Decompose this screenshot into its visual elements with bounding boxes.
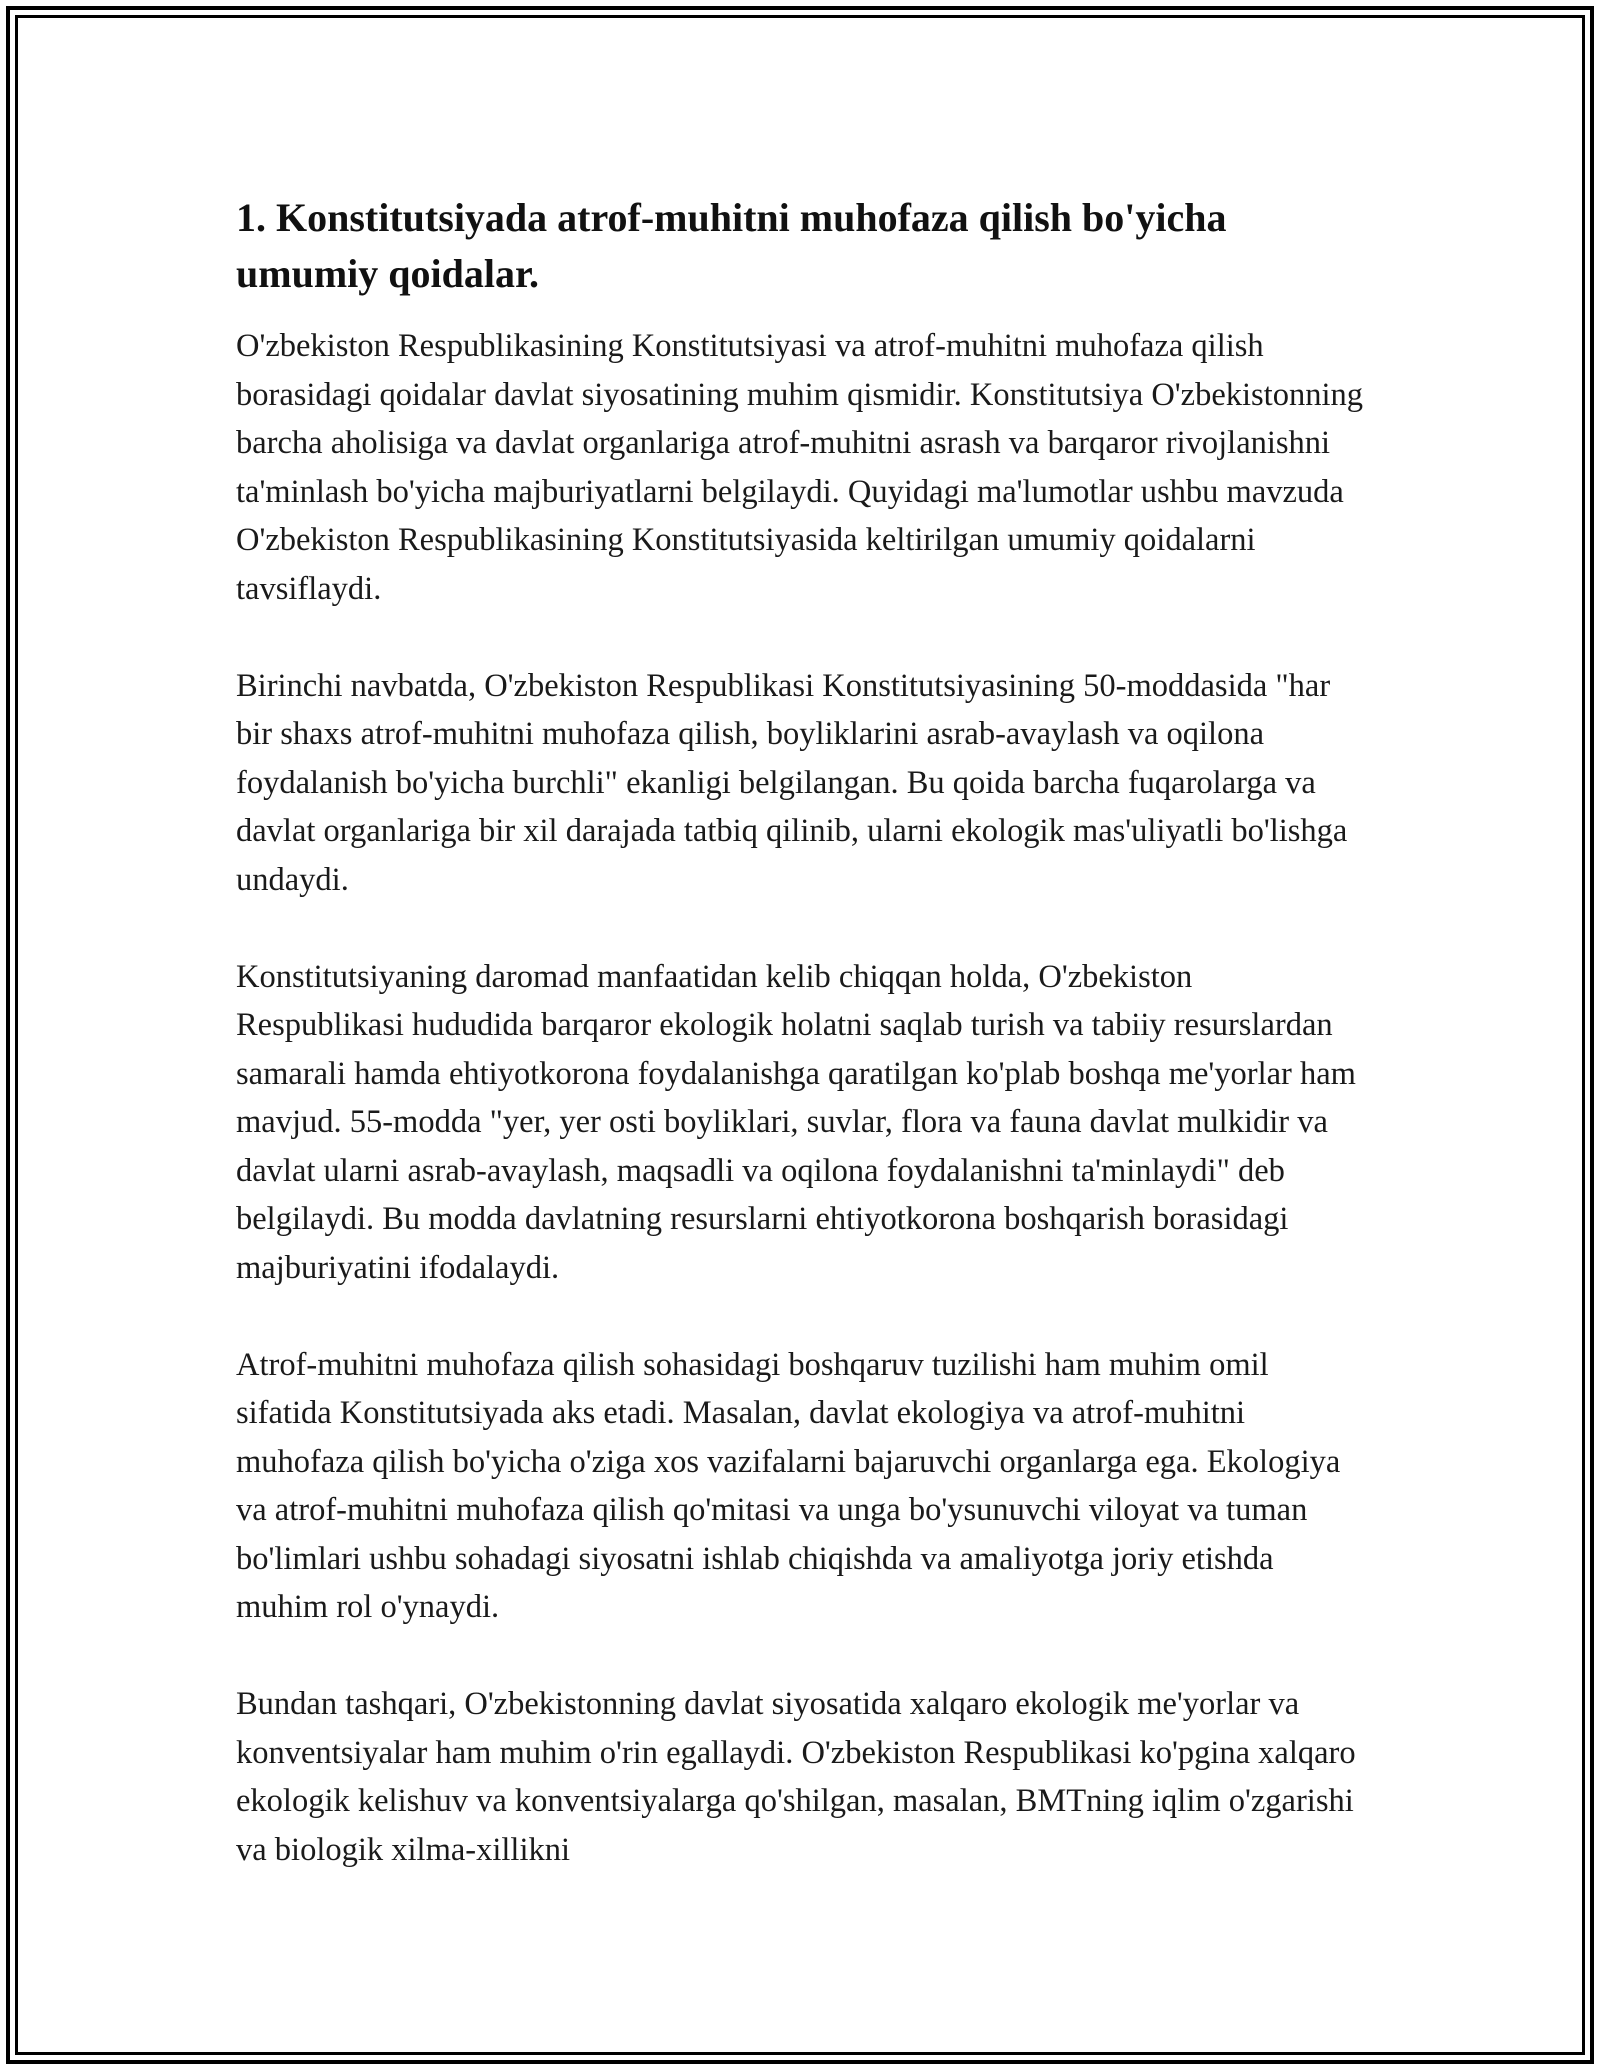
paragraph-article-50: Birinchi navbatda, O'zbekiston Respublikasi Konstitutsiyasining 50-moddasida "har bir shaxs atrof-muhitni muhofaza qilish, boyliklarini asrab-avaylash va oqilona foydalanish bo'yicha burchli" ekanligi belgilangan. Bu qoida barcha fuqarolarga va davlat organlariga bir xil darajada tatbiq qilinib, ularni ekologik mas'uliyatli bo'lishga undaydi. (236, 667, 1348, 898)
section-heading: 1. Konstitutsiyada atrof-muhitni muhofaza qilish bo'yicha umumiy qoidalar. (236, 195, 1227, 296)
paragraph-article-55: Konstitutsiyaning daromad manfaatidan kelib chiqqan holda, O'zbekiston Respublikasi hududida barqaror ekologik holatni saqlab turish va tabiiy resurslardan samarali hamda ehtiyotkorona foydalanishga qaratilgan ko'plab boshqa me'yorlar ham mavjud. 55-modda "yer, yer osti boyliklari, suvlar, flora va fauna davlat mulkidir va davlat ularni asrab-avaylash, maqsadli va oqilona foydalanishni ta'minlaydi" deb belgilaydi. Bu modda davlatning resurslarni ehtiyotkorona boshqarish borasidagi majburiyatini ifodalaydi. (236, 958, 1356, 1286)
paragraph-international: Bundan tashqari, O'zbekistonning davlat siyosatida xalqaro ekologik me'yorlar va konventsiyalar ham muhim o'rin egallaydi. O'zbekiston Respublikasi ko'pgina xalqaro ekologik kelishuv va konventsiyalarga qo'shilgan, masalan, BMTning iqlim o'zgarishi va biologik xilma-xillikni (236, 1686, 1356, 1868)
document-body (236, 190, 1366, 1923)
paragraph-intro: O'zbekiston Respublikasining Konstitutsiyasi va atrof-muhitni muhofaza qilish borasidagi qoidalar davlat siyosatining muhim qismidir. Konstitutsiya O'zbekistonning barcha aholisiga va davlat organlariga atrof-muhitni asrash va barqaror rivojlanishni ta'minlash bo'yicha majburiyatlarni belgilaydi. Quyidagi ma'lumotlar ushbu mavzuda O'zbekiston Respublikasining Konstitutsiyasida keltirilgan umumiy qoidalarni tavsiflaydi. (236, 328, 1363, 607)
paragraph-governance: Atrof-muhitni muhofaza qilish sohasidagi boshqaruv tuzilishi ham muhim omil sifatida Konstitutsiyada aks etadi. Masalan, davlat ekologiya va atrof-muhitni muhofaza qilish bo'yicha o'ziga xos vazifalarni bajaruvchi organlarga ega. Ekologiya va atrof-muhitni muhofaza qilish qo'mitasi va unga bo'ysunuvchi viloyat va tuman bo'limlari ushbu sohadagi siyosatni ishlab chiqishda va amaliyotga joriy etishda muhim rol o'ynaydi. (236, 1346, 1341, 1625)
